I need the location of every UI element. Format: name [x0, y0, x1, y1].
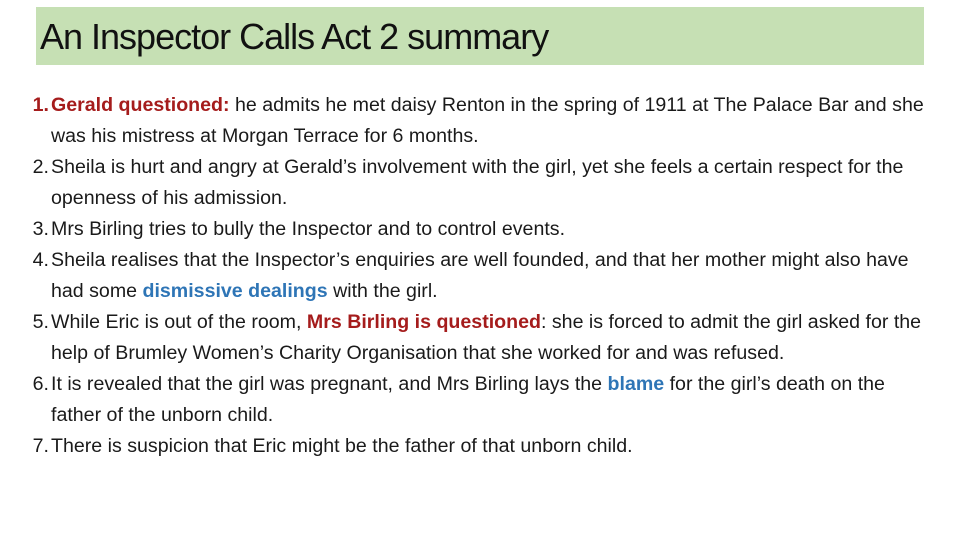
item-number: 2.: [32, 156, 49, 178]
item-text: There is suspicion that Eric might be the father of that unborn child.: [51, 435, 633, 457]
list-item: [22, 369, 937, 431]
item-number: 3.: [32, 218, 49, 240]
item-text: with the girl.: [327, 280, 438, 302]
item-number: 4.: [32, 249, 49, 271]
summary-list: [22, 90, 937, 462]
item-text: Mrs Birling tries to bully the Inspector and to control events.: [51, 218, 566, 240]
item-text-highlight: Gerald questioned:: [51, 94, 230, 116]
title-banner: [36, 7, 924, 65]
item-number: 5.: [32, 311, 49, 333]
list-item: [22, 152, 937, 214]
item-text: Sheila is hurt and angry at Gerald’s involvement with the girl, yet she feels a certain respect for the openness of his admission.: [51, 156, 904, 209]
item-text-highlight: blame: [607, 373, 665, 395]
item-number: 1.: [32, 94, 49, 116]
item-text: Sheila realises that the Inspector’s enquiries are well founded, and that her mother might also have had some: [51, 249, 909, 302]
item-text: While Eric is out of the room,: [51, 311, 307, 333]
item-text: for the girl’s death on the father of the unborn child.: [51, 373, 885, 426]
list-item: [22, 214, 937, 245]
item-text: he admits he met daisy Renton in the spring of 1911 at The Palace Bar and she was his mistress at Morgan Terrace for 6 months.: [51, 94, 924, 147]
list-item: [22, 90, 937, 152]
item-text: It is revealed that the girl was pregnant, and Mrs Birling lays the: [51, 373, 608, 395]
item-number: 7.: [32, 435, 49, 457]
item-number: 6.: [32, 373, 49, 395]
item-text-highlight: Mrs Birling is questioned: [306, 311, 541, 333]
list-item: [22, 245, 937, 307]
item-text: : she is forced to admit the girl asked for the help of Brumley Women’s Charity Organisation that she worked for and was refused.: [51, 311, 922, 364]
list-item: [22, 431, 937, 462]
item-text-highlight: dismissive dealings: [142, 280, 328, 302]
list-item: [22, 307, 937, 369]
slide-title: An Inspector Calls Act 2 summary: [40, 16, 549, 57]
